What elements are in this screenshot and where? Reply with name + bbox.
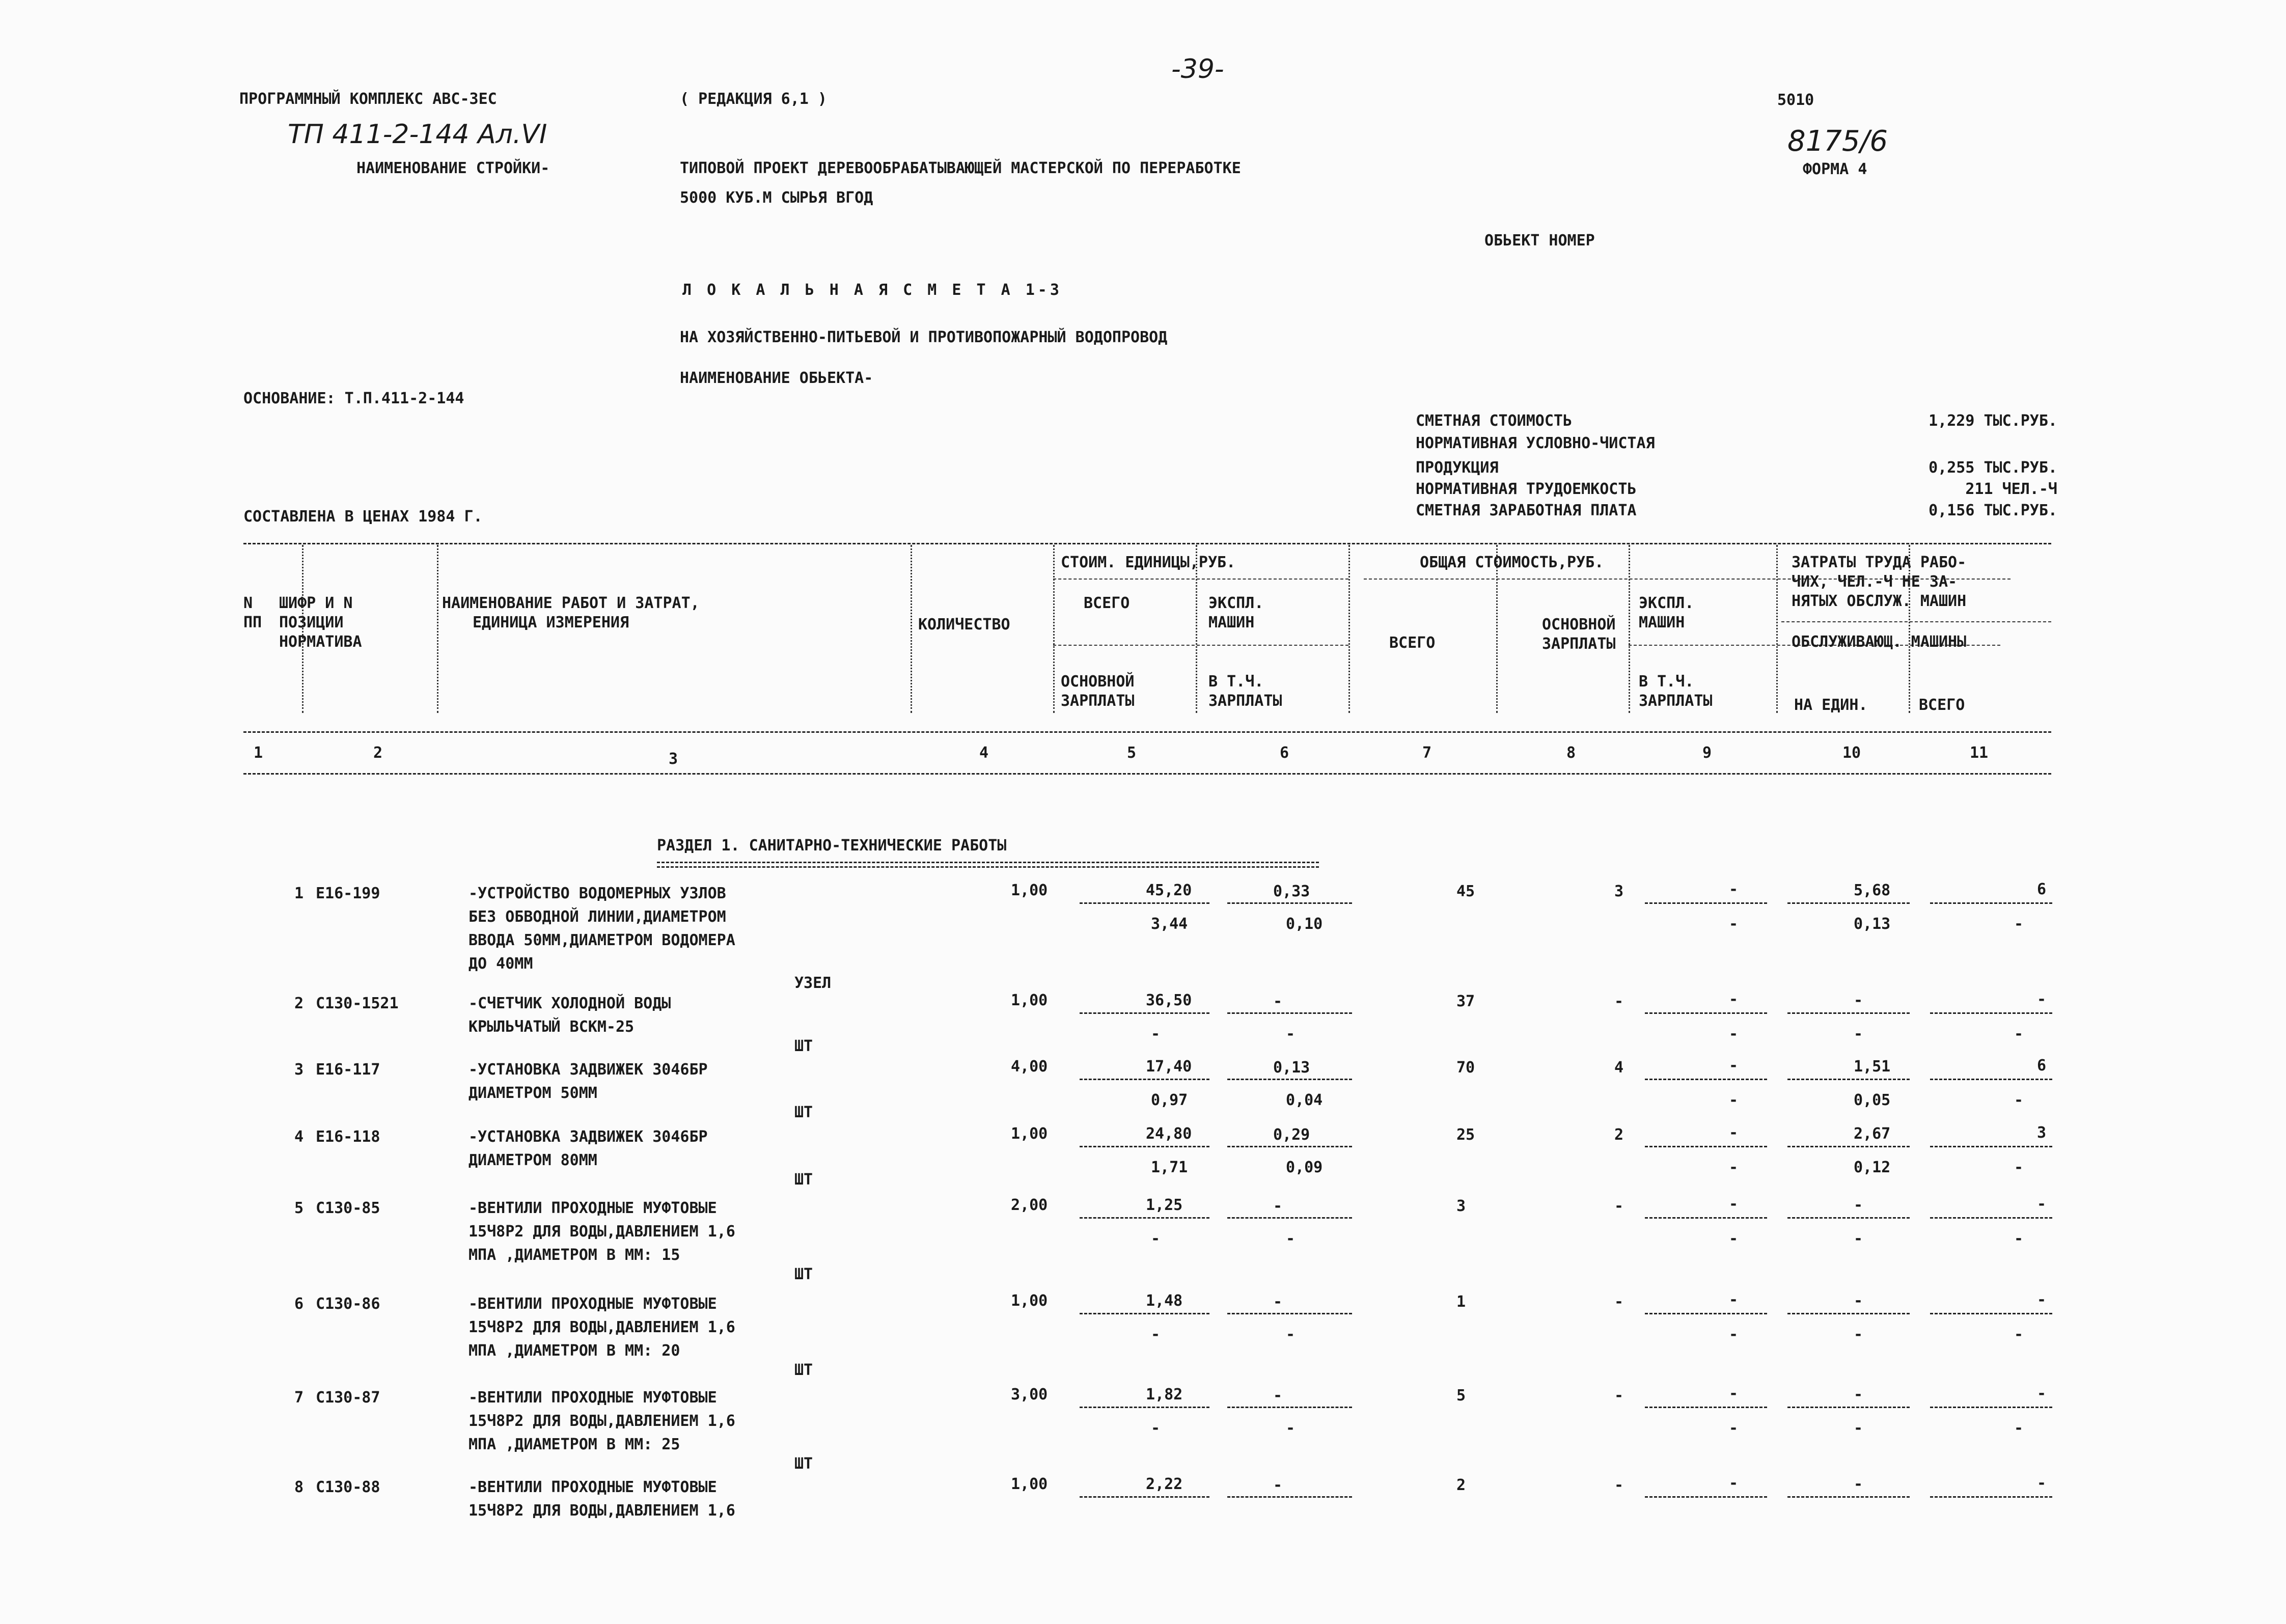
value-underline (1787, 1217, 1910, 1219)
row-number: 4 (294, 1128, 304, 1146)
value-underline (1930, 1079, 2052, 1080)
row-unit: ШТ (794, 1104, 813, 1121)
row-description: ДИАМЕТРОМ 50ММ (469, 1084, 597, 1102)
unit-mach-label: МАШИН (1208, 614, 1255, 631)
row-code: Е16-199 (316, 885, 380, 902)
object-name: НАИМЕНОВАНИЕ ОБЬЕКТА- (680, 369, 873, 387)
row-number: 8 (294, 1478, 304, 1496)
row-description: ДО 40ММ (469, 955, 533, 973)
rule (1053, 579, 1348, 580)
summary-label: НОРМАТИВНАЯ ТРУДОЕМКОСТЬ (1416, 480, 1637, 498)
row-unit: ШТ (794, 1037, 813, 1055)
row-total: 70 (1456, 1059, 1475, 1077)
row-unit-wages: - (1151, 1326, 1161, 1343)
row-total-machines: - (1729, 1385, 1739, 1402)
labor-unit-header: НА ЕДИН. (1794, 696, 1868, 714)
row-description: -УСТАНОВКА ЗАДВИЖЕК 3046БР (469, 1128, 708, 1146)
value-underline (1787, 1079, 1910, 1080)
summary-label: ПРОДУКЦИЯ (1416, 459, 1499, 477)
value-underline (1645, 1012, 1767, 1014)
row-description: МПА ,ДИАМЕТРОМ В ММ: 25 (469, 1436, 680, 1453)
col-separator (437, 545, 438, 713)
row-total: 37 (1456, 993, 1475, 1010)
rule (1053, 645, 1348, 646)
row-labor-unit: - (1854, 1386, 1863, 1403)
row-unit: УЗЕЛ (794, 974, 832, 992)
value-underline (1227, 1079, 1352, 1080)
summary-label: НОРМАТИВНАЯ УСЛОВНО-ЧИСТАЯ (1416, 434, 1655, 452)
row-unit-wages-machines: - (1286, 1419, 1296, 1437)
row-unit-price: 1,25 (1146, 1196, 1183, 1214)
value-underline (1080, 1313, 1209, 1314)
row-labor-unit: 2,67 (1854, 1125, 1891, 1143)
value-underline (1930, 1146, 2052, 1147)
value-underline (1645, 1313, 1767, 1314)
row-labor-total: - (2037, 1385, 2047, 1402)
page-number: -39- (1171, 54, 1224, 85)
row-labor-unit-machines: - (1854, 1230, 1863, 1248)
row-unit-wages: - (1151, 1230, 1161, 1248)
row-unit-wages: - (1151, 1419, 1161, 1437)
col-code-label: ШИФР И N (279, 594, 353, 612)
value-underline (1080, 1079, 1209, 1080)
row-number: 1 (294, 885, 304, 902)
row-unit-price: 17,40 (1146, 1058, 1192, 1076)
value-underline (1227, 1146, 1352, 1147)
row-quantity: 3,00 (1011, 1386, 1048, 1403)
column-numbers (243, 746, 2051, 766)
labor-total-header: ВСЕГО (1919, 696, 1965, 714)
row-description: -УСТАНОВКА ЗАДВИЖЕК 3046БР (469, 1061, 708, 1079)
col-number: 2 (373, 744, 383, 762)
labor-label: НЯТЫХ ОБСЛУЖ. МАШИН (1792, 592, 1967, 610)
code-right: 5010 (1777, 91, 1814, 109)
row-labor-total-machines: - (2014, 915, 2024, 933)
row-unit: ШТ (794, 1265, 813, 1283)
value-underline (1645, 1079, 1767, 1080)
value-underline (1787, 902, 1910, 904)
row-description: ДИАМЕТРОМ 80ММ (469, 1151, 597, 1169)
row-labor-total-machines: - (2014, 1025, 2024, 1043)
row-unit-price: 36,50 (1146, 992, 1192, 1009)
row-code: Е16-118 (316, 1128, 380, 1146)
col-code-label: ПОЗИЦИИ (279, 614, 344, 631)
unit-wage-label: ЗАРПЛАТЫ (1061, 692, 1135, 710)
row-unit-machines: 0,13 (1273, 1059, 1310, 1077)
row-total-machines: - (1729, 1474, 1739, 1492)
row-total-incl: - (1729, 1326, 1739, 1343)
unit-incl-label: В Т.Ч. (1208, 673, 1264, 691)
row-total-wages: 4 (1614, 1059, 1624, 1077)
total-wage-header (1542, 617, 1616, 652)
total-incl-label: В Т.Ч. (1639, 673, 1694, 691)
row-quantity: 4,00 (1011, 1058, 1048, 1076)
row-quantity: 1,00 (1011, 1125, 1048, 1143)
labor-sub-header: ОБСЛУЖИВАЮЩ. МАШИНЫ (1792, 633, 1967, 651)
row-total-wages: - (1614, 1476, 1624, 1494)
row-unit-machines: - (1273, 1293, 1283, 1311)
total-mach-label: ЭКСПЛ. (1639, 594, 1694, 612)
value-underline (1227, 1496, 1352, 1498)
value-underline (1787, 1496, 1910, 1498)
row-total-wages: - (1614, 1293, 1624, 1311)
value-underline (1645, 1496, 1767, 1498)
col-number: 1 (254, 744, 263, 762)
rule (1781, 621, 2051, 622)
col-separator (1776, 545, 1778, 713)
row-description: ВВОДА 50ММ,ДИАМЕТРОМ ВОДОМЕРА (469, 931, 735, 949)
value-underline (1080, 1217, 1209, 1219)
archive-number: 8175/6 (1787, 125, 1888, 158)
row-total-wages: - (1614, 1387, 1624, 1405)
row-labor-unit: - (1854, 1196, 1863, 1214)
value-underline (1930, 1313, 2052, 1314)
row-description: -ВЕНТИЛИ ПРОХОДНЫЕ МУФТОВЫЕ (469, 1389, 717, 1407)
col-number: 8 (1566, 744, 1576, 762)
row-quantity: 1,00 (1011, 992, 1048, 1009)
col-num-label: ПП (243, 614, 262, 631)
row-quantity: 2,00 (1011, 1196, 1048, 1214)
value-underline (1080, 1407, 1209, 1408)
labor-label: ЗАТРАТЫ ТРУДА РАБО- (1792, 554, 1967, 571)
row-labor-total: 6 (2037, 880, 2047, 898)
row-total: 5 (1456, 1387, 1466, 1405)
row-labor-total: - (2037, 1474, 2047, 1492)
col-desc-label: ЕДИНИЦА ИЗМЕРЕНИЯ (473, 614, 629, 631)
value-underline (1787, 1407, 1910, 1408)
col-desc-label: НАИМЕНОВАНИЕ РАБОТ И ЗАТРАТ, (442, 594, 700, 612)
row-code: С130-1521 (316, 995, 399, 1012)
row-total: 45 (1456, 883, 1475, 900)
col-qty-header: КОЛИЧЕСТВО (918, 616, 1010, 634)
unit-cost-header: СТОИМ. ЕДИНИЦЫ,РУБ. (1061, 554, 1236, 571)
row-number: 5 (294, 1199, 304, 1217)
table-rule-mid (243, 731, 2051, 733)
value-underline (1645, 1146, 1767, 1147)
value-underline (1645, 902, 1767, 904)
unit-wage-header (1061, 674, 1135, 709)
col-num-header (243, 596, 262, 630)
row-unit-wages-machines: 0,09 (1286, 1159, 1323, 1176)
col-separator (1053, 545, 1055, 713)
row-labor-total-machines: - (2014, 1091, 2024, 1109)
col-number: 3 (669, 750, 678, 768)
row-code: Е16-117 (316, 1061, 380, 1079)
col-separator (1629, 545, 1630, 713)
row-labor-total-machines: - (2014, 1326, 2024, 1343)
value-underline (1080, 1496, 1209, 1498)
summary-block (1416, 414, 2057, 531)
row-unit-wages-machines: - (1286, 1326, 1296, 1343)
total-mach-header (1639, 596, 1694, 630)
row-description: -УСТРОЙСТВО ВОДОМЕРНЫХ УЗЛОВ (469, 885, 726, 902)
value-underline (1930, 1012, 2052, 1014)
total-all-header: ВСЕГО (1389, 634, 1436, 652)
row-description: -ВЕНТИЛИ ПРОХОДНЫЕ МУФТОВЫЕ (469, 1295, 717, 1313)
total-cost-header: ОБЩАЯ СТОИМОСТЬ,РУБ. (1420, 554, 1604, 571)
col-number: 9 (1702, 744, 1712, 762)
form-number: ФОРМА 4 (1803, 160, 1867, 178)
row-total-incl: - (1729, 1419, 1739, 1437)
row-total-incl: - (1729, 1091, 1739, 1109)
row-description: 15Ч8Р2 ДЛЯ ВОДЫ,ДАВЛЕНИЕМ 1,6 (469, 1223, 735, 1241)
value-underline (1787, 1012, 1910, 1014)
row-total: 1 (1456, 1293, 1466, 1311)
row-labor-total: 3 (2037, 1124, 2047, 1142)
total-mach-label: МАШИН (1639, 614, 1685, 631)
col-separator (1196, 545, 1197, 713)
row-labor-unit: 1,51 (1854, 1058, 1891, 1076)
value-underline (1930, 1217, 2052, 1219)
row-description: -ВЕНТИЛИ ПРОХОДНЫЕ МУФТОВЫЕ (469, 1478, 717, 1496)
row-labor-unit-machines: - (1854, 1419, 1863, 1437)
row-labor-total: - (2037, 1291, 2047, 1309)
row-unit-price: 1,48 (1146, 1292, 1183, 1310)
row-total-machines: - (1729, 880, 1739, 898)
value-underline (1080, 1146, 1209, 1147)
table-rule-bottom (243, 773, 2051, 775)
value-underline (1930, 1496, 2052, 1498)
basis: ОСНОВАНИЕ: Т.П.411-2-144 (243, 390, 464, 407)
value-underline (1227, 1217, 1352, 1219)
row-description: БЕЗ ОБВОДНОЙ ЛИНИИ,ДИАМЕТРОМ (469, 908, 726, 926)
unit-incl-label: ЗАРПЛАТЫ (1208, 692, 1282, 710)
row-total-wages: - (1614, 993, 1624, 1010)
estimate-title: Л О К А Л Ь Н А Я С М Е Т А 1-3 (682, 281, 1062, 299)
col-separator (1909, 545, 1910, 713)
col-code-label: НОРМАТИВА (279, 633, 362, 651)
section-underline (657, 862, 1319, 868)
row-total-machines: - (1729, 1291, 1739, 1309)
value-underline (1080, 1012, 1209, 1014)
row-unit-wages: 0,97 (1151, 1091, 1188, 1109)
row-labor-unit-machines: - (1854, 1326, 1863, 1343)
row-unit-machines: - (1273, 1476, 1283, 1494)
row-code: С130-86 (316, 1295, 380, 1313)
labor-label: ЧИХ, ЧЕЛ.-Ч НЕ ЗА- (1792, 573, 1958, 591)
row-labor-total: 6 (2037, 1057, 2047, 1075)
row-labor-unit-machines: 0,12 (1854, 1159, 1891, 1176)
row-number: 3 (294, 1061, 304, 1079)
col-desc-header (442, 596, 700, 630)
row-labor-unit: 5,68 (1854, 882, 1891, 899)
object-number: ОБЬЕКТ НОМЕР (1484, 232, 1595, 250)
row-unit-price: 2,22 (1146, 1475, 1183, 1493)
table-header (243, 545, 2051, 749)
summary-label: СМЕТНАЯ СТОИМОСТЬ (1416, 412, 1573, 430)
col-number: 10 (1842, 744, 1861, 762)
col-separator (1496, 545, 1498, 713)
row-labor-unit: - (1854, 1292, 1863, 1310)
row-total-machines: - (1729, 1124, 1739, 1142)
row-labor-total-machines: - (2014, 1230, 2024, 1248)
row-labor-unit-machines: 0,05 (1854, 1091, 1891, 1109)
row-labor-total-machines: - (2014, 1159, 2024, 1176)
value-underline (1930, 1407, 2052, 1408)
row-total: 25 (1456, 1126, 1475, 1144)
row-unit-wages-machines: 0,10 (1286, 915, 1323, 933)
program-name: ПРОГРАММНЫЙ КОМПЛЕКС АВС-3ЕС (239, 90, 497, 108)
summary-value: 1,229 ТЫС.РУБ. (1929, 412, 2057, 430)
row-number: 6 (294, 1295, 304, 1313)
col-number: 5 (1127, 744, 1137, 762)
row-total: 3 (1456, 1197, 1466, 1215)
row-total: 2 (1456, 1476, 1466, 1494)
value-underline (1227, 1012, 1352, 1014)
row-labor-total: - (2037, 990, 2047, 1008)
row-labor-unit: - (1854, 992, 1863, 1009)
row-description: -ВЕНТИЛИ ПРОХОДНЫЕ МУФТОВЫЕ (469, 1199, 717, 1217)
row-unit-machines: - (1273, 993, 1283, 1010)
row-unit-price: 45,20 (1146, 882, 1192, 899)
row-code: С130-88 (316, 1478, 380, 1496)
row-total-machines: - (1729, 1057, 1739, 1075)
value-underline (1645, 1217, 1767, 1219)
col-number: 6 (1280, 744, 1289, 762)
build-name-line2: 5000 КУБ.М СЫРЬЯ ВГОД (680, 189, 873, 207)
summary-value: 211 ЧЕЛ.-Ч (1965, 480, 2057, 498)
row-unit-price: 1,82 (1146, 1386, 1183, 1403)
row-quantity: 1,00 (1011, 1475, 1048, 1493)
row-labor-unit-machines: - (1854, 1025, 1863, 1043)
row-unit-machines: 0,29 (1273, 1126, 1310, 1144)
row-unit-machines: - (1273, 1387, 1283, 1405)
row-labor-unit: - (1854, 1475, 1863, 1493)
labor-header (1792, 555, 1966, 609)
col-code-header (279, 596, 362, 650)
row-description: -СЧЕТЧИК ХОЛОДНОЙ ВОДЫ (469, 995, 671, 1012)
value-underline (1227, 1407, 1352, 1408)
col-separator (1348, 545, 1350, 713)
total-wage-label: ЗАРПЛАТЫ (1542, 635, 1616, 653)
project-code: ТП 411-2-144 Ал.VI (288, 119, 547, 150)
build-label: НАИМЕНОВАНИЕ СТРОЙКИ- (356, 159, 550, 177)
row-description: 15Ч8Р2 ДЛЯ ВОДЫ,ДАВЛЕНИЕМ 1,6 (469, 1502, 735, 1520)
row-unit-price: 24,80 (1146, 1125, 1192, 1143)
unit-wage-label: ОСНОВНОЙ (1061, 673, 1135, 691)
row-code: С130-87 (316, 1389, 380, 1407)
edition: ( РЕДАКЦИЯ 6,1 ) (680, 90, 827, 108)
unit-incl-header (1208, 674, 1282, 709)
row-number: 7 (294, 1389, 304, 1407)
row-quantity: 1,00 (1011, 882, 1048, 899)
total-wage-label: ОСНОВНОЙ (1542, 616, 1616, 634)
col-number: 7 (1422, 744, 1432, 762)
col-num-label: N (243, 594, 253, 612)
row-description: 15Ч8Р2 ДЛЯ ВОДЫ,ДАВЛЕНИЕМ 1,6 (469, 1412, 735, 1430)
value-underline (1787, 1146, 1910, 1147)
total-incl-label: ЗАРПЛАТЫ (1639, 692, 1713, 710)
row-description: МПА ,ДИАМЕТРОМ В ММ: 20 (469, 1342, 680, 1360)
row-unit-machines: - (1273, 1197, 1283, 1215)
row-total-incl: - (1729, 1159, 1739, 1176)
row-labor-unit-machines: 0,13 (1854, 915, 1891, 933)
row-unit-wages: - (1151, 1025, 1161, 1043)
row-code: С130-85 (316, 1199, 380, 1217)
summary-value: 0,255 ТЫС.РУБ. (1929, 459, 2057, 477)
row-total-machines: - (1729, 1195, 1739, 1213)
row-unit: ШТ (794, 1361, 813, 1379)
value-underline (1787, 1313, 1910, 1314)
value-underline (1645, 1407, 1767, 1408)
unit-mach-header (1208, 596, 1263, 630)
row-number: 2 (294, 995, 304, 1012)
row-unit-machines: 0,33 (1273, 883, 1310, 900)
row-unit-wages-machines: - (1286, 1230, 1296, 1248)
value-underline (1227, 902, 1352, 904)
row-total-incl: - (1729, 1230, 1739, 1248)
row-labor-total: - (2037, 1195, 2047, 1213)
row-total-wages: 3 (1614, 883, 1624, 900)
row-labor-total-machines: - (2014, 1419, 2024, 1437)
row-description: 15Ч8Р2 ДЛЯ ВОДЫ,ДАВЛЕНИЕМ 1,6 (469, 1318, 735, 1336)
price-basis: СОСТАВЛЕНА В ЦЕНАХ 1984 Г. (243, 508, 483, 526)
row-unit-wages-machines: - (1286, 1025, 1296, 1043)
row-description: МПА ,ДИАМЕТРОМ В ММ: 15 (469, 1246, 680, 1264)
row-total-wages: - (1614, 1197, 1624, 1215)
row-unit: ШТ (794, 1171, 813, 1189)
row-unit-wages: 3,44 (1151, 915, 1188, 933)
row-total-incl: - (1729, 915, 1739, 933)
col-number: 11 (1970, 744, 1989, 762)
row-total-machines: - (1729, 990, 1739, 1008)
table-rule-top (243, 543, 2051, 544)
build-name-line1: ТИПОВОЙ ПРОЕКТ ДЕРЕВООБРАБАТЫВАЮЩЕЙ МАСТЕРСКОЙ ПО ПЕРЕРАБОТКЕ (680, 159, 1241, 177)
col-separator (911, 545, 912, 713)
value-underline (1080, 902, 1209, 904)
estimate-subject: НА ХОЗЯЙСТВЕННО-ПИТЬЕВОЙ И ПРОТИВОПОЖАРНЫЙ ВОДОПРОВОД (680, 328, 1168, 346)
row-total-wages: 2 (1614, 1126, 1624, 1144)
unit-mach-label: ЭКСПЛ. (1208, 594, 1264, 612)
col-separator (302, 545, 304, 713)
row-total-incl: - (1729, 1025, 1739, 1043)
row-quantity: 1,00 (1011, 1292, 1048, 1310)
value-underline (1227, 1313, 1352, 1314)
row-unit: ШТ (794, 1455, 813, 1473)
total-incl-header (1639, 674, 1713, 709)
value-underline (1930, 902, 2052, 904)
row-description: КРЫЛЬЧАТЫЙ ВСКМ-25 (469, 1018, 635, 1036)
summary-label: СМЕТНАЯ ЗАРАБОТНАЯ ПЛАТА (1416, 502, 1637, 519)
section-title: РАЗДЕЛ 1. САНИТАРНО-ТЕХНИЧЕСКИЕ РАБОТЫ (657, 837, 1007, 855)
col-number: 4 (979, 744, 989, 762)
row-unit-wages-machines: 0,04 (1286, 1091, 1323, 1109)
unit-total-header: ВСЕГО (1084, 594, 1130, 612)
row-unit-wages: 1,71 (1151, 1159, 1188, 1176)
summary-value: 0,156 ТЫС.РУБ. (1929, 502, 2057, 519)
